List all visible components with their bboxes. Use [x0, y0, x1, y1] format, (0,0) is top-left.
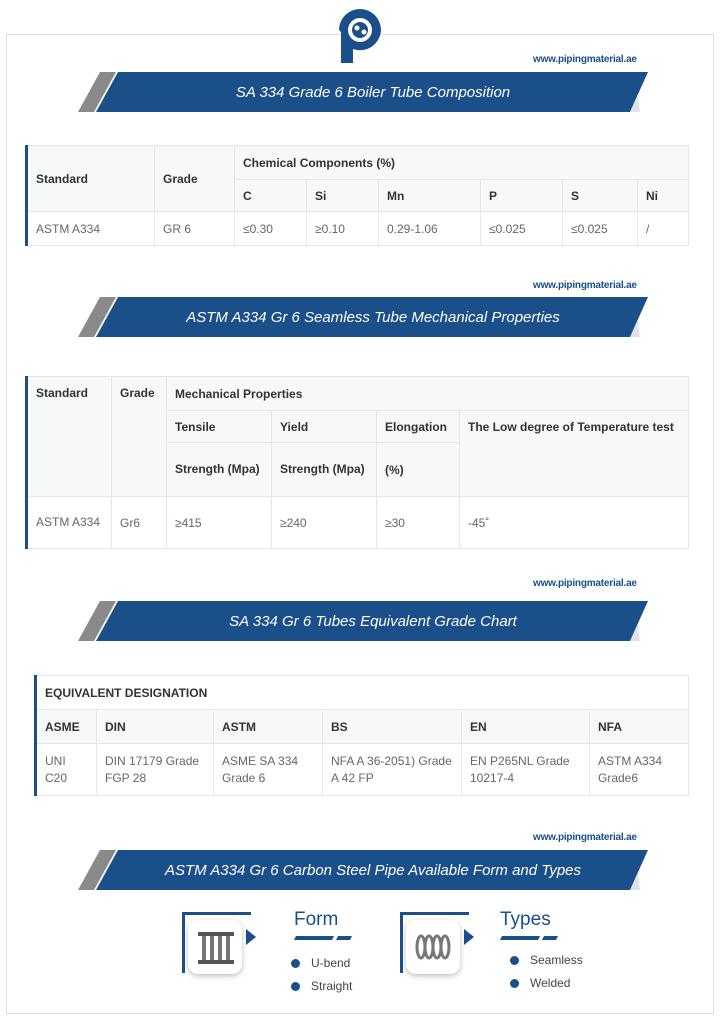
title-underline: [500, 936, 558, 940]
website-url[interactable]: www.pipingmaterial.ae: [533, 54, 637, 65]
table-cell: /: [638, 212, 689, 246]
composition-table: [25, 145, 689, 246]
website-url[interactable]: www.pipingmaterial.ae: [533, 280, 637, 291]
form-title: Form: [294, 909, 339, 930]
col-header: C: [235, 180, 307, 212]
table-cell: UNI C20: [36, 744, 97, 796]
banner-title: SA 334 Gr 6 Tubes Equivalent Grade Chart: [229, 612, 517, 630]
section-banner-equivalent: [78, 601, 648, 641]
table-cell: ≥240: [272, 497, 377, 549]
col-header: Si: [307, 180, 379, 212]
table-cell: ≤0.025: [481, 212, 563, 246]
table-cell: ≥415: [167, 497, 272, 549]
list-item: Seamless: [510, 953, 583, 967]
table-cell: ASME SA 334 Grade 6: [214, 744, 323, 796]
section-banner-mechanical: [78, 297, 648, 337]
col-header: ASTM: [214, 710, 323, 744]
types-title: Types: [500, 909, 551, 930]
table-cell: ASTM A334 Grade6: [590, 744, 689, 796]
table-cell: DIN 17179 Grade FGP 28: [97, 744, 214, 796]
col-subheader: Strength (Mpa): [167, 443, 272, 497]
col-header: DIN: [97, 710, 214, 744]
col-header-grade: Grade: [112, 377, 167, 497]
section-banner-forms: [78, 850, 648, 890]
table-cell: ≥0.10: [307, 212, 379, 246]
table-row: [27, 212, 689, 246]
col-header: S: [563, 180, 638, 212]
col-subheader: (%): [377, 443, 460, 497]
col-header: P: [481, 180, 563, 212]
section-banner-composition: [78, 72, 648, 112]
list-item: Welded: [510, 976, 570, 990]
col-header-low-temp: The Low degree of Temperature test: [460, 411, 689, 497]
table-cell: GR 6: [155, 212, 235, 246]
col-header: EN: [462, 710, 590, 744]
table-cell: ≤0.30: [235, 212, 307, 246]
website-url[interactable]: www.pipingmaterial.ae: [533, 832, 637, 843]
mechanical-table: [25, 376, 689, 549]
table-cell: 0.29-1.06: [379, 212, 481, 246]
banner-title: ASTM A334 Gr 6 Carbon Steel Pipe Available Form and Types: [164, 861, 582, 879]
table-cell: ≥30: [377, 497, 460, 549]
col-header: ASME: [36, 710, 97, 744]
table-cell: ASTM A334: [27, 212, 155, 246]
table-cell: ≤0.025: [563, 212, 638, 246]
table-cell: -45˚: [460, 497, 689, 549]
col-header-standard: Standard: [27, 146, 155, 212]
table-cell: Gr6: [112, 497, 167, 549]
col-header: NFA: [590, 710, 689, 744]
pipe-logo-icon: [333, 2, 387, 64]
coil-pipe-icon: [406, 920, 460, 974]
table-cell: ASTM A334: [27, 497, 112, 549]
col-header: BS: [323, 710, 462, 744]
col-header-standard: Standard: [27, 377, 112, 497]
col-header-yield: Yield: [272, 411, 377, 443]
col-header: Mn: [379, 180, 481, 212]
list-item: Straight: [291, 979, 352, 993]
website-url[interactable]: www.pipingmaterial.ae: [533, 578, 637, 589]
table-row: [27, 497, 689, 549]
title-underline: [294, 936, 352, 940]
banner-title: ASTM A334 Gr 6 Seamless Tube Mechanical Properties: [186, 308, 560, 326]
equivalent-table: [34, 675, 689, 796]
col-header-elongation: Elongation: [377, 411, 460, 443]
col-header: Ni: [638, 180, 689, 212]
col-header-mechanical: Mechanical Properties: [167, 377, 689, 411]
col-subheader: Strength (Mpa): [272, 443, 377, 497]
col-header-grade: Grade: [155, 146, 235, 212]
table-row: [36, 744, 689, 796]
chevron-right-icon: [246, 929, 256, 945]
list-item: U-bend: [291, 956, 350, 970]
col-header-tensile: Tensile: [167, 411, 272, 443]
u-bend-pipe-icon: [188, 920, 242, 974]
chevron-right-icon: [464, 929, 474, 945]
table-cell: NFA A 36-2051) Grade A 42 FP: [323, 744, 462, 796]
table-cell: EN P265NL Grade 10217-4: [462, 744, 590, 796]
banner-title: SA 334 Grade 6 Boiler Tube Composition: [235, 83, 511, 101]
col-header-components: Chemical Components (%): [235, 146, 689, 180]
table-title: EQUIVALENT DESIGNATION: [36, 676, 689, 710]
